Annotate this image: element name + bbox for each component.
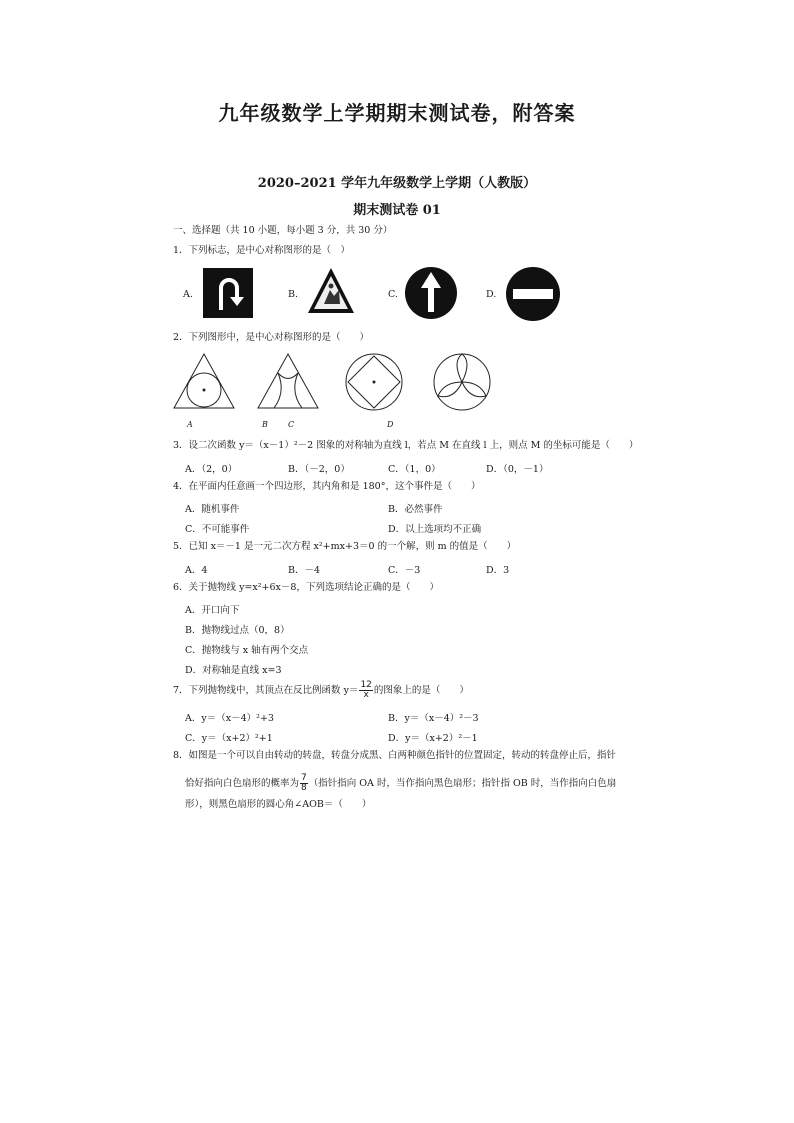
q7-option-a: A．y＝（x－4）²+3 (185, 713, 274, 724)
q8-fraction (300, 774, 308, 793)
q6-option-d: D．对称轴是直线 x=3 (185, 665, 282, 676)
q8-line2-after: （指针指向 OA 时，当作指向黑色扇形；指针指 OB 时，当作指向白色扇 (308, 778, 617, 789)
q3-option-a: A．（2，0） (185, 464, 238, 475)
q4-option-d: D．以上选项均不正确 (388, 524, 482, 535)
q7-option-b: B．y＝（x－4）²－3 (388, 713, 479, 724)
question-6-stem: 6．关于抛物线 y=x²+6x－8，下列选项结论正确的是（ ） (173, 582, 439, 593)
q7-option-d: D．y＝（x+2）²－1 (388, 733, 478, 744)
q7-option-c: C．y＝（x+2）²+1 (185, 733, 273, 744)
q3-option-d: D．（0，－1） (486, 464, 549, 475)
q5-option-c: C．－3 (388, 565, 421, 576)
exam-name: 期末测试卷 01 (353, 203, 441, 218)
q2-label-d: D (387, 420, 394, 429)
q2-label-a: A (187, 420, 193, 429)
q7-frac-num: 12 (360, 680, 372, 690)
q1-option-c-label: C. (388, 289, 398, 300)
question-1-stem: 1．下列标志，是中心对称图形的是（ ） (173, 245, 351, 256)
q1-option-b-label: B. (288, 289, 299, 300)
q6-option-c: C．抛物线与 x 轴有两个交点 (185, 645, 309, 656)
q2-label-b: B (262, 420, 268, 429)
q3-option-b: B．（－2，0） (288, 464, 350, 475)
q2-figure-circle-square (344, 352, 404, 412)
q2-label-c: C (288, 420, 295, 429)
question-3-stem: 3．设二次函数 y＝（x－1）²－2 图象的对称轴为直线 l，若点 M 在直线 l 上，则点 M 的坐标可能是（ ） (173, 440, 639, 451)
q6-option-b: B．抛物线过点（0，8） (185, 625, 290, 636)
q8-frac-den: 8 (301, 783, 307, 793)
q4-option-c: C．不可能事件 (185, 524, 250, 535)
q5-option-b: B．－4 (288, 565, 321, 576)
q2-figure-bc-triangle-arcs (256, 352, 320, 410)
q1-option-a-label: A. (183, 289, 193, 300)
q4-option-a: A．随机事件 (185, 504, 240, 515)
question-2-stem: 2．下列图形中，是中心对称图形的是（ ） (173, 332, 370, 343)
q1-option-d-label: D. (486, 289, 497, 300)
q5-option-d: D．3 (486, 565, 510, 576)
warning-triangle-sign-icon (306, 266, 356, 316)
question-8-line-3: 形），则黑色扇形的圆心角∠AOB＝（ ） (185, 799, 372, 810)
question-5-stem: 5．已知 x＝－1 是一元二次方程 x²+mx+3＝0 的一个解，则 m 的值是（ ） (173, 541, 517, 552)
q6-option-a: A．开口向下 (185, 605, 240, 616)
q7-frac-den: x (363, 690, 369, 700)
u-turn-sign-icon (203, 268, 253, 318)
q3-option-c: C．（1，0） (388, 464, 441, 475)
q5-option-a: A．4 (185, 565, 208, 576)
q8-frac-num: 7 (301, 773, 307, 783)
q7-stem-before: 7．下列抛物线中，其顶点在反比例函数 y＝ (173, 685, 359, 696)
up-arrow-sign-icon (404, 266, 458, 320)
question-8-line-2 (185, 774, 616, 793)
q7-stem-after: 的图象上的是（ ） (373, 685, 469, 696)
question-4-stem: 4．在平面内任意画一个四边形，其内角和是 180°，这个事件是（ ） (173, 481, 481, 492)
section-header: 一、选择题（共 10 小题，每小题 3 分，共 30 分） (173, 225, 393, 236)
page-title: 九年级数学上学期期末测试卷，附答案 (218, 101, 576, 125)
no-entry-sign-icon (505, 266, 561, 322)
q2-figure-a-triangle-incircle (172, 352, 236, 410)
q4-option-b: B．必然事件 (388, 504, 443, 515)
q8-line2-before: 恰好指向白色扇形的概率为 (185, 778, 300, 789)
exam-subtitle: 2020–2021 学年九年级数学上学期（人教版） (257, 176, 537, 191)
question-8-line-1: 8．如图是一个可以自由转动的转盘，转盘分成黑、白两种颜色指针的位置固定，转动的转盘停止后，指针 (173, 750, 617, 761)
q2-figure-circle-petals (432, 352, 492, 412)
question-7-stem (173, 681, 469, 700)
q7-fraction (359, 681, 372, 700)
